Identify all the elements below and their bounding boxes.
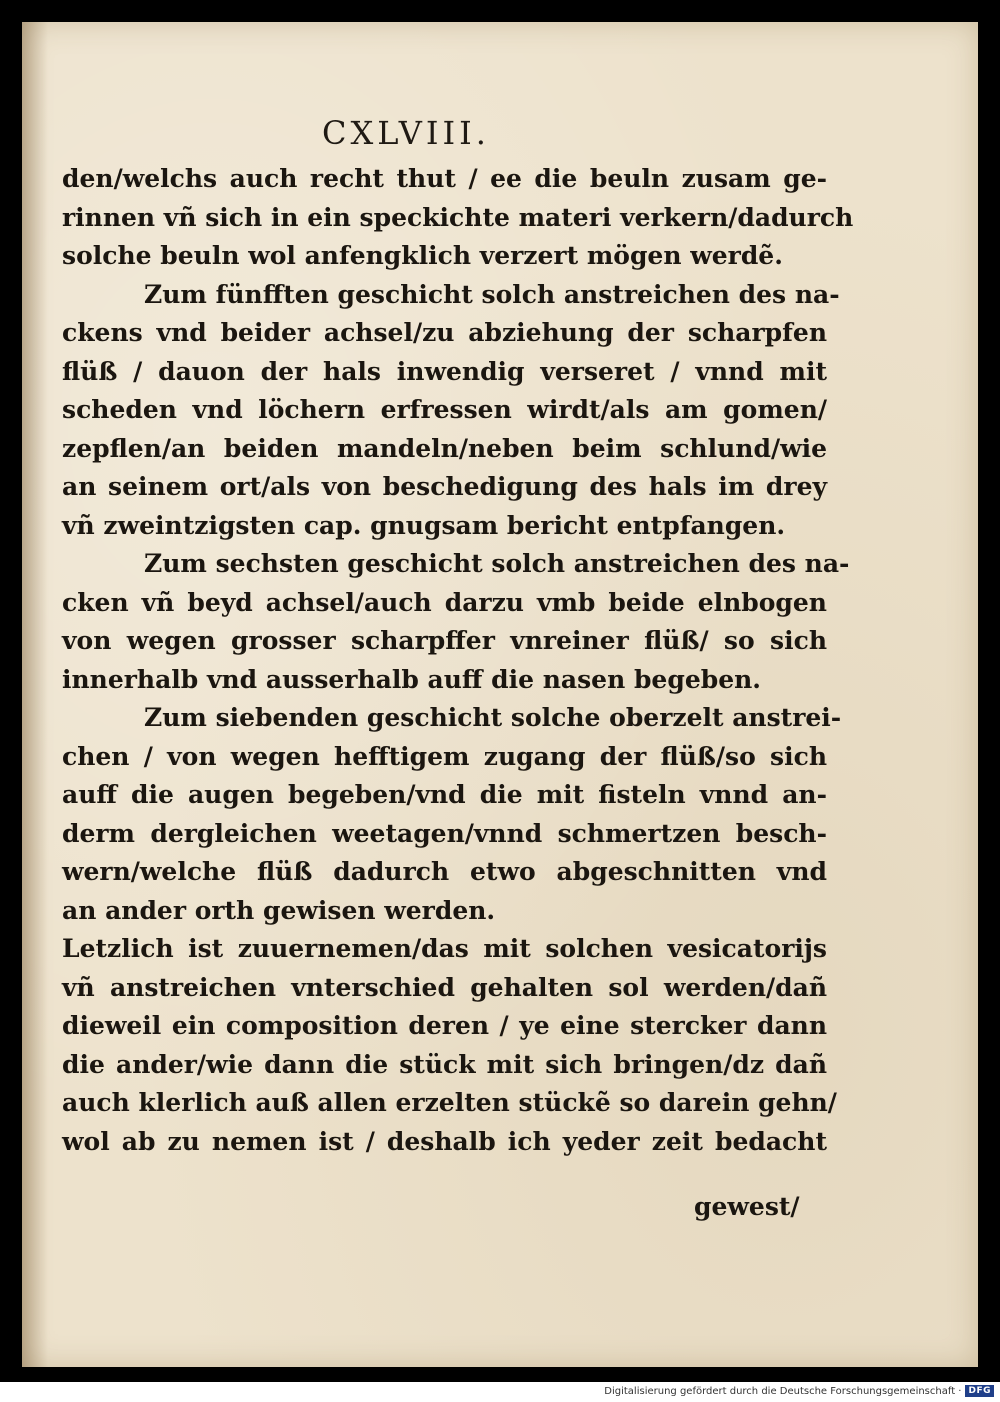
text-line: Zum sechsten geschicht solch anstreichen des na-: [144, 549, 850, 578]
text-line: rinnen vñ sich in ein speckichte materi verkern/dadurch: [62, 202, 854, 232]
body-text: [62, 160, 854, 1161]
text-line: vñ anstreichen vnterschied gehalten sol werden/dañ: [62, 972, 827, 1002]
text-line: innerhalb vnd ausserhalb auff die nasen begeben.: [62, 664, 761, 694]
text-line: wern/welche flüß dadurch etwo abgeschnitten vnd: [62, 857, 827, 886]
text-line: solche beuln wol anfengklich verzert mögen werdẽ.: [62, 241, 783, 270]
dfg-logo-icon: DFG: [965, 1385, 994, 1397]
text-line: den/welchs auch recht thut / ee die beuln zusam ge-: [62, 164, 827, 193]
text-line: von wegen grosser scharpffer vnreiner flüß/ so sich: [62, 626, 827, 655]
text-line: Zum fünfften geschicht solch anstreichen des na-: [144, 279, 840, 309]
catchword: gewest/: [694, 1192, 800, 1221]
text-line: die ander/wie dann die stück mit sich bringen/dz dañ: [62, 1049, 827, 1079]
text-line: flüß / dauon der hals inwendig verseret / vnnd mit: [62, 356, 827, 386]
text-line: derm dergleichen weetagen/vnnd schmertzen besch-: [62, 818, 827, 848]
text-line: auff die augen begeben/vnd die mit fisteln vnnd an-: [62, 780, 827, 809]
book-page: [22, 22, 978, 1367]
text-line: an ander orth gewisen werden.: [62, 895, 496, 925]
text-line: Letzlich ist zuuernemen/das mit solchen vesicatorijs: [62, 934, 827, 963]
text-line: Zum siebenden geschicht solche oberzelt anstrei-: [144, 703, 842, 732]
text-line: chen / von wegen hefftigem zugang der flüß/so sich: [62, 741, 827, 771]
text-line: wol ab zu nemen ist / deshalb ich yeder zeit bedacht: [62, 1126, 827, 1156]
text-line: dieweil ein composition deren / ye eine stercker dann: [62, 1011, 827, 1040]
text-line: cken vñ beyd achsel/auch darzu vmb beide elnbogen: [62, 587, 827, 617]
text-line: zepflen/an beiden mandeln/neben beim schlund/wie: [62, 433, 827, 463]
text-line: an seinem ort/als von beschedigung des hals im drey: [62, 472, 827, 501]
text-line: ckens vnd beider achsel/zu abziehung der scharpfen: [62, 318, 827, 347]
digitization-credit: [604, 1385, 994, 1397]
text-line: vñ zweintzigsten cap. gnugsam bericht entpfangen.: [62, 510, 786, 540]
text-line: scheden vnd löchern erfressen wirdt/als am gomen/: [62, 395, 827, 424]
text-line: auch klerlich auß allen erzelten stückẽ so darein gehn/: [62, 1088, 837, 1117]
folio-number: CXLVIII.: [322, 114, 490, 152]
credit-text: Digitalisierung gefördert durch die Deutsche Forschungsgemeinschaft ·: [604, 1385, 962, 1397]
